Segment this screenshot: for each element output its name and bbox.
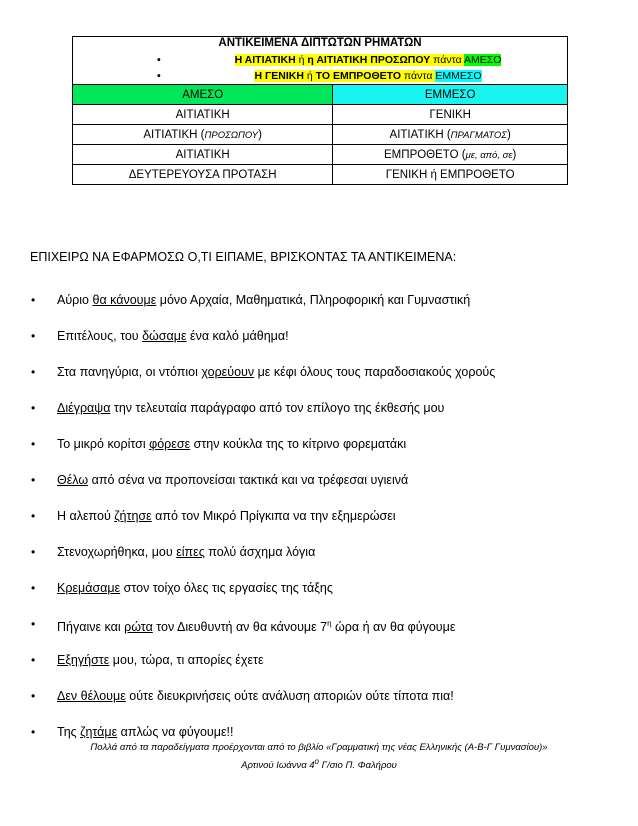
exercise-list <box>30 282 495 750</box>
cell-direct <box>73 125 333 145</box>
list-item <box>30 534 495 570</box>
item-verb: φόρεσε <box>149 437 191 451</box>
rule-result: ΕΜΜΕΣΟ <box>435 70 482 82</box>
rule-subject: Η ΓΕΝΙΚΗ <box>254 70 304 82</box>
item-verb: είπες <box>176 545 205 559</box>
item-text: Επιτέλους, του <box>57 329 143 343</box>
rule-or: ή <box>295 54 308 66</box>
rule-alt: ΤΟ ΕΜΠΡΟΘΕΤΟ <box>315 70 402 82</box>
cell-text: ΑΙΤΙΑΤΙΚΗ ( <box>143 128 205 141</box>
table-header-cell <box>73 37 568 85</box>
item-text: Το μικρό κορίτσι <box>57 437 150 451</box>
item-verb: Διέγραψα <box>57 401 111 415</box>
list-item <box>30 570 495 606</box>
item-text: Πήγαινε και <box>57 620 125 635</box>
item-verb: ζήτησε <box>114 509 152 523</box>
cell-direct: ΑΙΤΙΑΤΙΚΗ <box>73 145 333 165</box>
table-row <box>73 145 568 165</box>
rule-always: πάντα <box>430 54 464 66</box>
cell-direct: ΑΙΤΙΑΤΙΚΗ <box>73 105 333 125</box>
table-title: ΑΝΤΙΚΕΙΜΕΝΑ ΔΙΠΤΩΤΩΝ ΡΗΜΑΤΩΝ <box>218 37 422 49</box>
item-text: Στα πανηγύρια, οι ντόπιοι <box>57 365 202 379</box>
item-text: ένα καλό μάθημα! <box>186 329 289 343</box>
cell-text: ΑΙΤΙΑΤΙΚΗ ( <box>389 128 451 141</box>
cell-text: ) <box>258 128 262 141</box>
item-text: Αύριο <box>57 293 93 307</box>
item-text: την τελευταία παράγραφο από τον επίλογο της έκθεσής μου <box>110 401 445 415</box>
col-header-indirect: ΕΜΜΕΣΟ <box>333 85 568 105</box>
item-verb: Εξηγήστε <box>57 653 110 667</box>
list-item <box>30 282 495 318</box>
list-item <box>30 426 495 462</box>
footer-school: Γ/σιο Π. Φαλήρου <box>319 760 397 772</box>
list-item <box>30 678 495 714</box>
item-verb: Κρεμάσαμε <box>57 581 121 595</box>
item-text: μόνο Αρχαία, Μαθηματικά, Πληροφορική και Γυμναστική <box>156 293 471 307</box>
item-text: από τον Μικρό Πρίγκιπα να την εξημερώσει <box>151 509 396 523</box>
cell-text: ) <box>506 128 511 141</box>
item-text: Στενοχωρήθηκα, μου <box>57 545 177 559</box>
cell-note: με, από, σε <box>465 149 513 161</box>
cell-text: ΕΜΠΡΟΘΕΤΟ ( <box>384 148 466 161</box>
rule-alt: η ΑΙΤΙΑΤΙΚΗ ΠΡΟΣΩΠΟΥ <box>307 54 431 66</box>
col-header-direct: ΑΜΕΣΟ <box>73 85 333 105</box>
table-row <box>73 165 568 185</box>
rule-item <box>157 52 563 68</box>
item-text: με κέφι όλους τους παραδοσιακούς χορούς <box>254 365 496 379</box>
item-text: στην κούκλα της το κίτρινο φορεματάκι <box>190 437 407 451</box>
item-text: Της <box>57 725 81 739</box>
item-text: Η αλεπού <box>57 509 115 523</box>
item-text: στον τοίχο όλες τις εργασίες της τάξης <box>120 581 333 595</box>
footer-source: Πολλά από τα παραδείγματα προέρχονται από το βιβλίο «Γραμματική της νέας Ελληνικής (Α-Β-Γ Γυμνασίου)» <box>90 742 548 753</box>
rule-item <box>157 68 563 84</box>
item-text: μου, τώρα, τι απορίες έχετε <box>109 653 264 667</box>
cell-note: ΠΡΟΣΩΠΟΥ <box>204 129 259 141</box>
cell-indirect <box>333 125 568 145</box>
item-text: ούτε διευκρινήσεις ούτε ανάλυση αποριών ούτε τίποτα πια! <box>125 689 454 703</box>
rules-list <box>77 52 563 84</box>
item-verb: Δεν θέλουμε <box>57 689 126 703</box>
list-item <box>30 390 495 426</box>
item-text: τον Διευθυντή αν θα κάνουμε 7 <box>152 620 328 635</box>
item-text: απλώς να φύγουμε!! <box>117 725 234 739</box>
list-item <box>30 642 495 678</box>
item-text: από σένα να προπονείσαι τακτικά και να τρέφεσαι υγιεινά <box>88 473 409 487</box>
item-verb: θα κάνουμε <box>92 293 157 307</box>
item-text: πολύ άσχημα λόγια <box>204 545 316 559</box>
objects-table <box>72 36 568 185</box>
item-verb: ζητάμε <box>80 725 118 739</box>
cell-indirect: ΓΕΝΙΚΗ ή ΕΜΠΡΟΘΕΤΟ <box>333 165 568 185</box>
cell-text: ) <box>512 148 517 161</box>
item-verb: χορεύουν <box>201 365 255 379</box>
table-row <box>73 105 568 125</box>
item-verb: δώσαμε <box>142 329 187 343</box>
list-item <box>30 354 495 390</box>
table-row <box>73 125 568 145</box>
rule-subject: Η ΑΙΤΙΑΤΙΚΗ <box>234 54 296 66</box>
footer-author <box>0 757 638 771</box>
rule-or: ή <box>303 70 316 82</box>
item-superscript: η <box>327 619 332 628</box>
cell-indirect: ΓΕΝΙΚΗ <box>333 105 568 125</box>
rule-always: πάντα <box>401 70 436 82</box>
exercise-heading: ΕΠΙΧΕΙΡΩ ΝΑ ΕΦΑΡΜΟΣΩ Ο,ΤΙ ΕΙΠΑΜΕ, ΒΡΙΣΚΟΝΤΑΣ ΤΑ ΑΝΤΙΚΕΙΜΕΝΑ: <box>30 250 457 264</box>
cell-note: ΠΡΑΓΜΑΤΟΣ <box>450 129 507 141</box>
list-item <box>30 462 495 498</box>
list-item <box>30 498 495 534</box>
rule-result: ΑΜΕΣΟ <box>464 54 502 66</box>
item-verb: Θέλω <box>57 473 89 487</box>
list-item <box>30 318 495 354</box>
cell-direct: ΔΕΥΤΕΡΕΥΟΥΣΑ ΠΡΟΤΑΣΗ <box>73 165 333 185</box>
item-text: ώρα ή αν θα φύγουμε <box>331 620 456 635</box>
column-header-row <box>73 85 568 105</box>
footer-superscript: ο <box>314 757 319 766</box>
table-header-row <box>73 37 568 85</box>
cell-indirect <box>333 145 568 165</box>
item-verb: ρώτα <box>124 620 153 635</box>
list-item <box>30 606 495 642</box>
footer-author-name: Αρτινού Ιωάννα 4 <box>241 760 315 772</box>
